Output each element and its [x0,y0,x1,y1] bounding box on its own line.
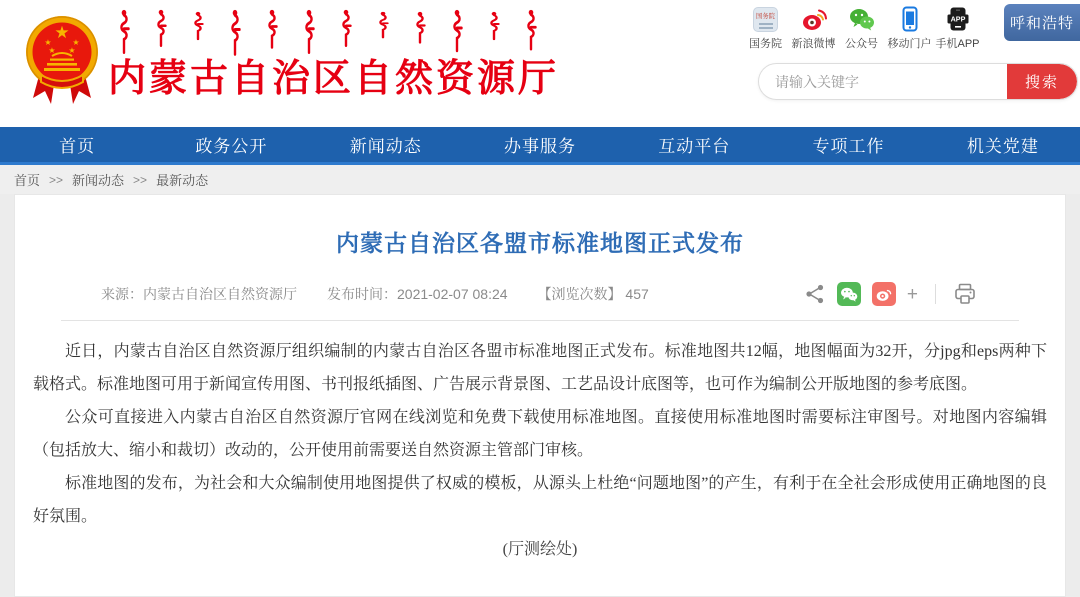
nav-item-news[interactable]: 新闻动态 [349,137,422,156]
article-paragraph: 标准地图的发布，为社会和大众编制使用地图提供了权威的模板，从源头上杜绝“问题地图”的产生，有利于在全社会形成使用正确地图的良好氛围。 [33,475,1047,525]
share-icon[interactable] [804,283,826,305]
wechat-icon [849,6,875,32]
national-emblem-logo[interactable] [24,12,100,108]
article-source: 来源：内蒙古自治区自然资源厅 [101,286,297,302]
quick-links [743,6,980,51]
svg-text:APP: APP [950,14,965,24]
breadcrumb-separator: >> [49,172,64,187]
nav-item-gov-info[interactable]: 政务公开 [195,137,268,156]
print-icon[interactable] [953,282,977,306]
quick-link-mobile-app[interactable] [935,6,980,51]
svg-text:★: ★ [44,38,52,47]
share-divider [935,284,936,304]
breadcrumb-separator: >> [133,172,148,187]
article-title: 内蒙古自治区各盟市标准地图正式发布 [336,230,744,256]
share-tools [804,282,1019,306]
share-weibo-icon[interactable] [872,282,896,306]
article-views: 【浏览次数】 457 [537,286,649,302]
search-button[interactable]: 搜索 [1007,64,1077,99]
nav-item-home[interactable]: 首页 [59,137,96,156]
svg-text:★: ★ [54,23,70,42]
article-body [15,321,1065,566]
site-title-block [108,4,559,103]
nav-item-interact[interactable]: 互动平台 [658,137,731,156]
weibo-icon [801,6,827,32]
quick-link-wechat[interactable] [839,6,884,51]
search-input[interactable] [759,64,1007,99]
quick-link-label: 公众号 [845,38,878,50]
quick-link-mobile-portal[interactable] [887,6,932,51]
quick-link-label: 国务院 [749,38,782,50]
quick-link-weibo[interactable] [791,6,836,51]
site-title[interactable]: 内蒙古自治区自然资源厅 [108,58,560,100]
breadcrumb-news[interactable]: 新闻动态 [72,173,125,188]
share-more-button[interactable]: + [906,283,918,305]
quick-link-label: 移动门户 [887,38,932,50]
article-paragraph: 公众可直接进入内蒙古自治区自然资源厅官网在线浏览和免费下载使用标准地图。直接使用标准地图时需要标注审图号。对地图内容编辑（包括放大、缩小和裁切）改动的，公开使用前需要送自然资源主管部门审核。 [33,409,1047,459]
share-wechat-icon[interactable] [837,282,861,306]
search-bar [758,63,1078,100]
article-meta [61,284,649,304]
svg-text:★: ★ [72,38,80,47]
nav-item-services[interactable]: 办事服务 [503,137,576,156]
article-time: 发布时间：2021-02-07 08:24 [327,286,508,302]
breadcrumb-home[interactable]: 首页 [14,173,41,188]
nav-item-party[interactable]: 机关党建 [966,137,1039,156]
article-meta-row [61,274,1019,320]
svg-text:★: ★ [68,46,76,55]
article-byline: (厅测绘处) [502,541,578,558]
article-paragraph: 近日，内蒙古自治区自然资源厅组织编制的内蒙古自治区各盟市标准地图正式发布。标准地图共12幅，地图幅面为32开，分jpg和eps两种下载格式。标准地图可用于新闻宣传用图、书刊报纸插图、广告展示背景图、工艺品设计底图等，也可作为编制公开版地图的参考底图。 [33,343,1047,393]
quick-link-label: 新浪微博 [791,38,836,50]
article-panel [14,194,1066,597]
breadcrumb-latest[interactable]: 最新动态 [156,173,209,188]
site-header [0,0,1080,127]
quick-link-state-council[interactable] [743,6,788,51]
main-nav [0,127,1080,165]
svg-text:★: ★ [48,46,56,55]
breadcrumb [0,165,1080,194]
mobile-portal-icon [897,6,923,32]
mongolian-script-decoration [114,4,559,56]
city-weather-button[interactable]: 呼和浩特 [1004,4,1080,41]
mobile-app-icon [945,6,971,32]
quick-link-label: 手机APP [935,38,980,50]
state-council-icon: 国务院 [753,6,779,32]
nav-item-special[interactable]: 专项工作 [812,137,885,156]
